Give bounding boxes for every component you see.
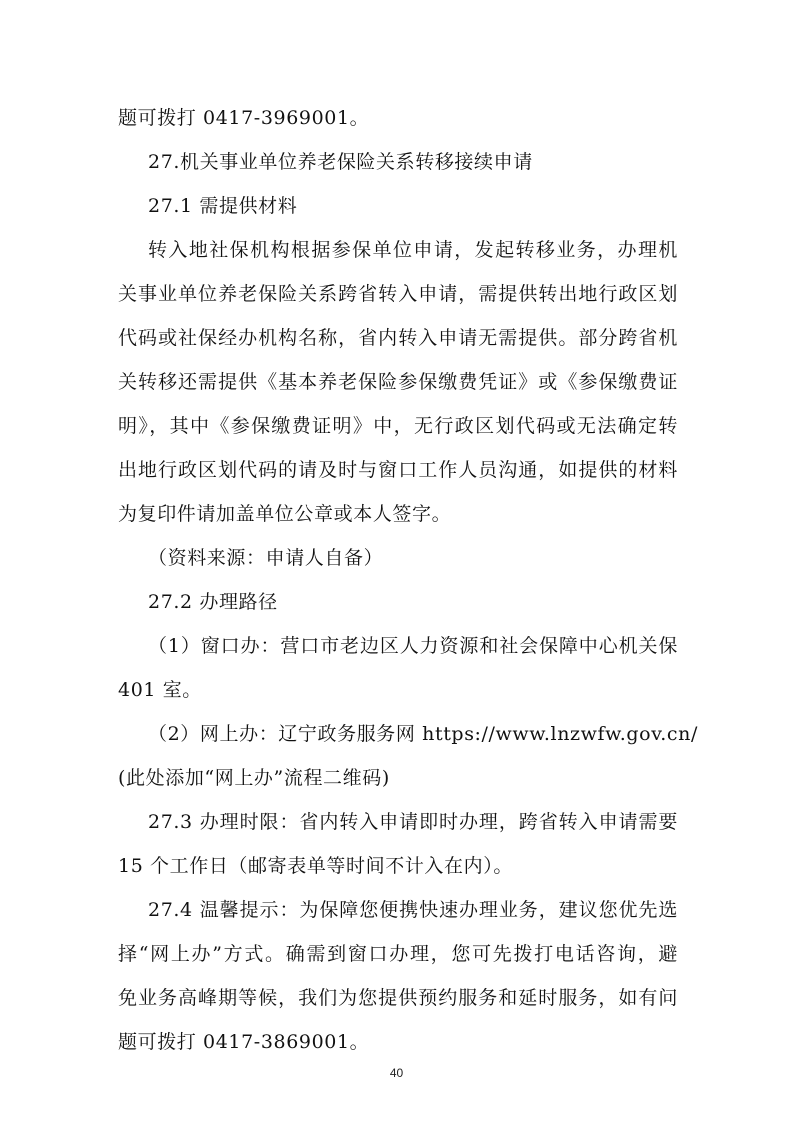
- text-line-continuation: 题可拨打 0417-3969001。: [118, 107, 370, 129]
- paragraph-line: 关事业单位养老保险关系跨省转入申请，需提供转出地行政区划: [118, 283, 678, 305]
- source-note: （资料来源：申请人自备）: [148, 547, 384, 569]
- time-limit-line: 15 个工作日（邮寄表单等时间不计入在内）。: [118, 855, 513, 877]
- paragraph-line: 为复印件请加盖单位公章或本人签字。: [118, 503, 452, 525]
- paragraph-line: 关转移还需提供《基本养老保险参保缴费凭证》或《参保缴费证: [118, 371, 678, 393]
- qr-code-placeholder-note: (此处添加“网上办”流程二维码): [118, 767, 390, 789]
- subheading-27-4: 27.4 温馨提示：为保障您便携快速办理业务，建议您优先选: [148, 899, 678, 921]
- path-online-line: （2）网上办：辽宁政务服务网 https://www.lnzwfw.gov.cn/: [148, 723, 698, 745]
- paragraph-line: 出地行政区划代码的请及时与窗口工作人员沟通，如提供的材料: [118, 459, 678, 481]
- paragraph-line: 代码或社保经办机构名称，省内转入申请无需提供。部分跨省机: [118, 327, 678, 349]
- path-window-room: 401 室。: [118, 679, 202, 701]
- section-heading-27: 27.机关事业单位养老保险关系转移接续申请: [148, 151, 533, 173]
- tips-phone-line: 题可拨打 0417-3869001。: [118, 1031, 370, 1053]
- subheading-27-3: 27.3 办理时限：省内转入申请即时办理，跨省转入申请需要: [148, 811, 678, 833]
- subheading-27-1: 27.1 需提供材料: [148, 195, 298, 217]
- paragraph-line: 转入地社保机构根据参保单位申请，发起转移业务，办理机: [148, 239, 678, 261]
- subheading-27-2: 27.2 办理路径: [148, 591, 278, 613]
- page-number: 40: [389, 1066, 404, 1080]
- paragraph-line: 明》，其中《参保缴费证明》中，无行政区划代码或无法确定转: [118, 415, 678, 437]
- tips-line: 择“网上办”方式。确需到窗口办理，您可先拨打电话咨询，避: [118, 943, 678, 965]
- tips-line: 免业务高峰期等候，我们为您提供预约服务和延时服务，如有问: [118, 987, 678, 1009]
- path-window-line: （1）窗口办：营口市老边区人力资源和社会保障中心机关保: [148, 635, 678, 657]
